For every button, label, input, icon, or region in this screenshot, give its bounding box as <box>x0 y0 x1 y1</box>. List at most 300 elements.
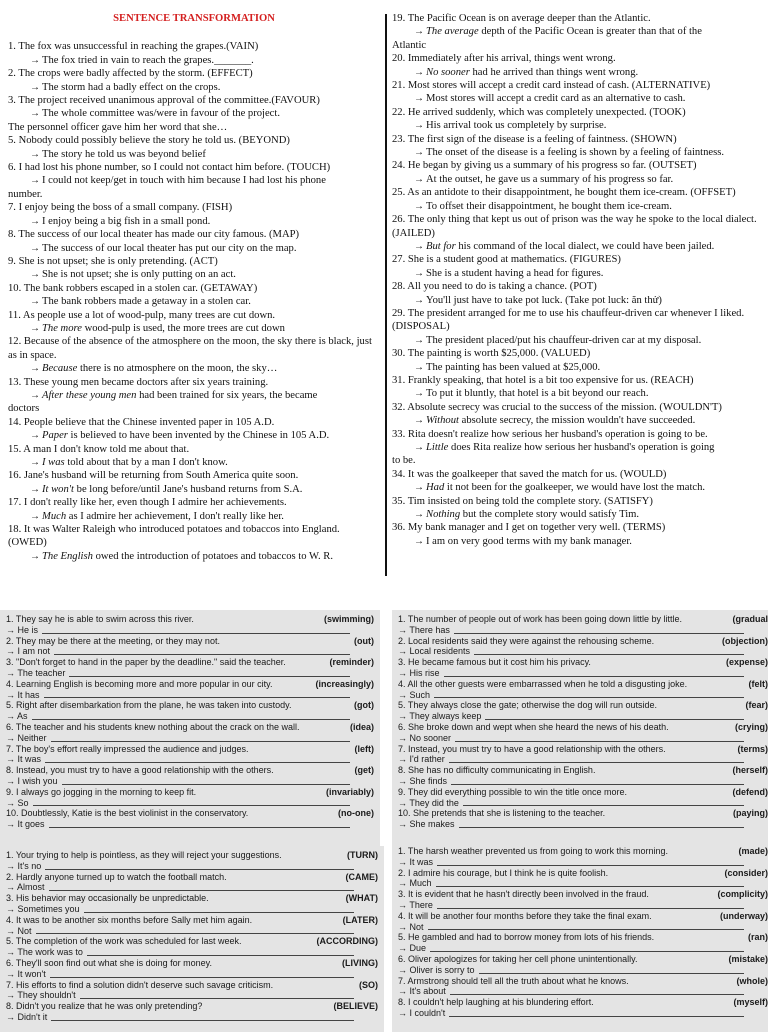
exercise-question <box>398 932 768 943</box>
keyword: (expense) <box>720 657 768 668</box>
arrow-icon: → <box>30 243 40 254</box>
answer-blank[interactable] <box>84 904 354 913</box>
answer-text: but the complete story would satisfy Tim. <box>460 509 639 520</box>
answer-start: → It goes <box>6 819 45 830</box>
answer-blank[interactable] <box>449 754 744 763</box>
answer-blank[interactable] <box>454 625 744 634</box>
answer-blank[interactable] <box>49 882 354 891</box>
question-text: 6. Oliver apologizes for taking her cell phone unintentionally. <box>398 954 637 965</box>
transformation-item <box>8 94 380 121</box>
answer-text: The bank robbers made a getaway in a stolen car. <box>42 296 251 307</box>
question-text: to be. <box>392 454 760 467</box>
question-text: 7. The boy's effort really impressed the audience and judges. <box>6 744 249 755</box>
exercise-question <box>6 936 378 947</box>
answer-prompt <box>6 776 374 787</box>
exercise-question <box>398 911 768 922</box>
transformation-item <box>8 496 380 523</box>
answer-prompt <box>6 969 378 980</box>
answer-blank[interactable] <box>450 986 744 995</box>
answer-text: His arrival took us completely by surprise. <box>426 120 606 131</box>
keyword: (paying) <box>727 808 768 819</box>
answer-start: → It was <box>398 857 433 868</box>
question-text: 18. It was Walter Raleigh who introduced potatoes and tobaccos into England. (OWED) <box>8 523 380 550</box>
answer-text: She is not upset; she is only putting on an act. <box>42 269 236 280</box>
exercise-question <box>6 700 374 711</box>
question-text: 21. Most stores will accept a credit card instead of cash. (ALTERNATIVE) <box>392 79 760 92</box>
answer-blank[interactable] <box>69 668 350 677</box>
answer-italic: The more <box>42 323 82 334</box>
question-text: number. <box>8 188 380 201</box>
answer-line <box>8 362 380 375</box>
answer-prompt <box>398 819 768 830</box>
question-text: 14. People believe that the Chinese invented paper in 105 A.D. <box>8 416 380 429</box>
keyword: (CAME) <box>340 872 379 883</box>
answer-line <box>392 441 760 454</box>
answer-italic: Paper <box>42 430 68 441</box>
question-text: 3. He became famous but it cost him his privacy. <box>398 657 591 668</box>
keyword: (whole) <box>731 976 768 987</box>
exercise-question <box>6 808 374 819</box>
exercise-question <box>6 636 374 647</box>
answer-blank[interactable] <box>485 711 744 720</box>
keyword: (made) <box>732 846 768 857</box>
exercise-question <box>398 868 768 879</box>
answer-text: had been trained for six years, the became <box>136 390 317 401</box>
question-text: 20. Immediately after his arrival, things went wrong. <box>392 52 760 65</box>
transformation-item <box>8 443 380 470</box>
exercise-question <box>398 722 768 733</box>
exercise-question <box>6 850 378 861</box>
keyword: (myself) <box>727 997 768 1008</box>
answer-start: → She finds <box>398 776 447 787</box>
keyword: (idea) <box>344 722 374 733</box>
exercise-question <box>398 997 768 1008</box>
answer-blank[interactable] <box>449 1008 744 1017</box>
exercise-question <box>398 657 768 668</box>
answer-blank[interactable] <box>463 798 744 807</box>
transformation-item <box>8 201 380 228</box>
page-title: SENTENCE TRANSFORMATION <box>8 12 380 25</box>
arrow-icon: → <box>30 175 40 186</box>
answer-italic: It won't <box>42 484 74 495</box>
question-text: 4. It will be another four months before they take the final exam. <box>398 911 652 922</box>
transformation-item <box>392 347 760 374</box>
question-text: 7. His efforts to find a solution didn't deserve such savage criticism. <box>6 980 273 991</box>
arrow-icon: → <box>30 457 40 468</box>
question-text: 3. His behavior may occasionally be unpredictable. <box>6 893 209 904</box>
answer-blank[interactable] <box>50 969 354 978</box>
keyword: (complicity) <box>711 889 768 900</box>
keyword: (terms) <box>731 744 768 755</box>
arrow-icon: → <box>414 67 424 78</box>
keyword: (left) <box>349 744 375 755</box>
answer-start: → They shouldn't <box>6 990 76 1001</box>
answer-blank[interactable] <box>54 646 350 655</box>
answer-start: → Oliver is sorry to <box>398 965 475 976</box>
answer-prompt <box>6 819 374 830</box>
exercise-question <box>6 744 374 755</box>
answer-start: → There has <box>398 625 450 636</box>
worksheet-c <box>0 846 384 1032</box>
answer-line <box>8 174 380 187</box>
arrow-icon: → <box>414 241 424 252</box>
answer-italic: The average <box>426 26 479 37</box>
answer-prompt <box>6 690 374 701</box>
answer-text: there is no atmosphere on the moon, the sky… <box>77 363 277 374</box>
answer-blank[interactable] <box>437 857 744 866</box>
answer-blank[interactable] <box>430 943 744 952</box>
transformation-item <box>8 335 380 375</box>
question-text: 8. Didn't you realize that he was only pretending? <box>6 1001 202 1012</box>
exercise-question <box>6 679 374 690</box>
arrow-icon: → <box>30 323 40 334</box>
answer-line <box>392 240 760 253</box>
answer-start: → Sometimes you <box>6 904 80 915</box>
answer-text: owed the introduction of potatoes and tobaccos to W. R. <box>93 551 333 562</box>
answer-blank[interactable] <box>455 733 744 742</box>
arrow-icon: → <box>30 390 40 401</box>
answer-line <box>8 242 380 255</box>
transformation-item <box>392 307 760 347</box>
answer-blank[interactable] <box>32 711 350 720</box>
answer-start: → So <box>6 798 29 809</box>
arrow-icon: → <box>30 55 40 66</box>
answer-start: → There <box>398 900 433 911</box>
transformation-item <box>8 416 380 443</box>
answer-blank[interactable] <box>434 690 744 699</box>
answer-prompt <box>6 798 374 809</box>
question-text: 2. They may be there at the meeting, or they may not. <box>6 636 220 647</box>
answer-prompt <box>6 711 374 722</box>
answer-line <box>392 294 760 307</box>
answer-start: → No sooner <box>398 733 451 744</box>
question-text: 5. They always close the gate; otherwise the dog will run outside. <box>398 700 657 711</box>
answer-text: is believed to have been invented by the Chinese in 105 A.D. <box>68 430 329 441</box>
answer-italic: After these young men <box>42 390 136 401</box>
question-text: 27. She is a student good at mathematics. (FIGURES) <box>392 253 760 266</box>
transformation-item <box>392 454 760 467</box>
answer-prompt <box>6 926 378 937</box>
question-text: 10. Doubtlessly, Katie is the best violinist in the conservatory. <box>6 808 248 819</box>
transformation-item <box>392 39 760 52</box>
answer-text: At the outset, he gave us a summary of his progress so far. <box>426 174 673 185</box>
answer-italic: Much <box>42 511 66 522</box>
question-text: 4. Learning English is becoming more and more popular in our city. <box>6 679 272 690</box>
answer-prompt <box>398 776 768 787</box>
answer-start: → The work was to <box>6 947 83 958</box>
answer-line <box>392 92 760 105</box>
question-text: 8. Instead, you must try to have a good relationship with the others. <box>6 765 274 776</box>
answer-line <box>392 66 760 79</box>
transformation-item <box>392 280 760 307</box>
exercise-question <box>6 958 378 969</box>
question-text: 33. Rita doesn't realize how serious her husband's operation is going to be. <box>392 428 760 441</box>
answer-start: → I couldn't <box>398 1008 445 1019</box>
transformation-item <box>392 428 760 455</box>
exercise-question <box>6 980 378 991</box>
answer-start: → Local residents <box>398 646 470 657</box>
exercise-question <box>6 1001 378 1012</box>
question-text: 28. All you need to do is taking a chance. (POT) <box>392 280 760 293</box>
answer-italic: No sooner <box>426 67 470 78</box>
answer-line <box>392 267 760 280</box>
answer-text: as I admire her achievement, I don't really like her. <box>66 511 284 522</box>
keyword: (no-one) <box>332 808 374 819</box>
answer-blank[interactable] <box>459 819 744 828</box>
answer-line <box>392 146 760 159</box>
arrow-icon: → <box>414 536 424 547</box>
keyword: (reminder) <box>323 657 374 668</box>
arrow-icon: → <box>30 108 40 119</box>
transformation-item <box>392 213 760 253</box>
exercise-question <box>398 700 768 711</box>
arrow-icon: → <box>414 295 424 306</box>
question-text: doctors <box>8 402 380 415</box>
keyword: (objection) <box>716 636 768 647</box>
answer-line <box>392 414 760 427</box>
answer-prompt <box>398 943 768 954</box>
answer-blank[interactable] <box>44 690 350 699</box>
answer-text: The onset of the disease is a feeling is shown by a feeling of faintness. <box>426 147 724 158</box>
question-text: 2. Hardly anyone turned up to watch the football match. <box>6 872 227 883</box>
answer-blank[interactable] <box>451 776 744 785</box>
question-text: 1. They say he is able to swim across this river. <box>6 614 194 625</box>
answer-prompt <box>398 922 768 933</box>
question-text: 35. Tim insisted on being told the complete story. (SATISFY) <box>392 495 760 508</box>
keyword: (defend) <box>727 787 768 798</box>
answer-prompt <box>398 798 768 809</box>
answer-text: She is a student having a head for figures. <box>426 268 603 279</box>
question-text: 31. Frankly speaking, that hotel is a bit too expensive for us. (REACH) <box>392 374 760 387</box>
keyword: (mistake) <box>722 954 768 965</box>
question-text: 7. Armstrong should tell all the truth about what he knows. <box>398 976 629 987</box>
arrow-icon: → <box>414 268 424 279</box>
answer-blank[interactable] <box>444 668 744 677</box>
answer-blank[interactable] <box>479 965 744 974</box>
answer-line <box>392 200 760 213</box>
answer-prompt <box>6 668 374 679</box>
question-text: 7. Instead, you must try to have a good relationship with the others. <box>398 744 666 755</box>
question-text: 5. Right after disembarkation from the plane, he was taken into custody. <box>6 700 292 711</box>
transformation-item <box>392 79 760 106</box>
answer-line <box>392 535 760 548</box>
answer-text: The whole committee was/were in favour of the project. <box>42 108 280 119</box>
exercise-question <box>6 657 374 668</box>
keyword: (get) <box>349 765 375 776</box>
answer-text: depth of the Pacific Ocean is greater than that of the <box>479 26 702 37</box>
answer-blank[interactable] <box>87 947 354 956</box>
question-text: Atlantic <box>392 39 760 52</box>
answer-blank[interactable] <box>437 900 744 909</box>
answer-prompt <box>398 668 768 679</box>
transformation-item <box>8 376 380 403</box>
answer-blank[interactable] <box>33 798 350 807</box>
keyword: (got) <box>348 700 374 711</box>
answer-blank[interactable] <box>45 754 350 763</box>
exercise-question <box>398 744 768 755</box>
exercise-question <box>6 787 374 798</box>
right-item-list <box>392 12 760 548</box>
worksheet-d <box>392 842 768 1032</box>
question-text: 25. As an antidote to their disappointment, he bought them ice-cream. (OFFSET) <box>392 186 760 199</box>
answer-text: does Rita realize how serious her husband's operation is going <box>448 442 714 453</box>
answer-text: The president placed/put his chauffeur-driven car at my disposal. <box>426 335 701 346</box>
question-text: 5. Nobody could possibly believe the story he told us. (BEYOND) <box>8 134 380 147</box>
arrow-icon: → <box>30 430 40 441</box>
answer-start: → It has <box>6 690 40 701</box>
question-text: 24. He began by giving us a summary of his progress so far. (OUTSET) <box>392 159 760 172</box>
answer-start: → Neither <box>6 733 47 744</box>
answer-start: → It was <box>6 754 41 765</box>
answer-text: To offset their disappointment, he bought them ice-cream. <box>426 201 672 212</box>
keyword: (ACCORDING) <box>311 936 379 947</box>
question-text: 8. I couldn't help laughing at his blundering effort. <box>398 997 594 1008</box>
answer-text: I could not keep/get in touch with him because I had lost his phone <box>42 175 326 186</box>
answer-prompt <box>398 986 768 997</box>
answer-start: → I wish you <box>6 776 58 787</box>
keyword: (TURN) <box>341 850 378 861</box>
keyword: (increasingly) <box>309 679 374 690</box>
transformation-item <box>8 469 380 496</box>
question-text: 30. The painting is worth $25,000. (VALUED) <box>392 347 760 360</box>
answer-prompt <box>398 900 768 911</box>
arrow-icon: → <box>414 362 424 373</box>
question-text: 1. The fox was unsuccessful in reaching the grapes.(VAIN) <box>8 40 380 53</box>
arrow-icon: → <box>30 296 40 307</box>
left-column <box>8 12 380 563</box>
exercise-question <box>398 614 768 625</box>
answer-prompt <box>6 1012 378 1023</box>
keyword: (ran) <box>742 932 768 943</box>
answer-line <box>8 429 380 442</box>
answer-line <box>392 387 760 400</box>
answer-blank[interactable] <box>474 646 744 655</box>
exercise-question <box>6 765 374 776</box>
transformation-item <box>8 161 380 188</box>
transformation-item <box>392 186 760 213</box>
answer-blank[interactable] <box>45 861 354 870</box>
answer-prompt <box>6 754 374 765</box>
answer-prompt <box>398 965 768 976</box>
answer-line <box>8 322 380 335</box>
answer-blank[interactable] <box>436 878 744 887</box>
question-text: 8. The success of our local theater has made our city famous. (MAP) <box>8 228 380 241</box>
arrow-icon: → <box>30 363 40 374</box>
answer-text: it not been for the goalkeeper, we would have lost the match. <box>444 482 705 493</box>
keyword: (BELIEVE) <box>327 1001 378 1012</box>
answer-text: The story he told us was beyond belief <box>42 149 206 160</box>
transformation-item <box>8 40 380 67</box>
question-text: 11. As people use a lot of wood-pulp, many trees are cut down. <box>8 309 380 322</box>
arrow-icon: → <box>414 174 424 185</box>
answer-start: → Such <box>398 690 430 701</box>
keyword: (herself) <box>726 765 768 776</box>
answer-line <box>392 119 760 132</box>
answer-blank[interactable] <box>428 922 744 931</box>
answer-line <box>392 361 760 374</box>
question-text: 8. She has no difficulty communicating in English. <box>398 765 595 776</box>
answer-text: absolute secrecy, the mission wouldn't have succeeded. <box>459 415 695 426</box>
answer-start: → As <box>6 711 28 722</box>
answer-line <box>8 550 380 563</box>
keyword: (LIVING) <box>336 958 378 969</box>
answer-start: → It's about <box>398 986 446 997</box>
arrow-icon: → <box>30 216 40 227</box>
answer-prompt <box>6 904 378 915</box>
exercise-question <box>6 893 378 904</box>
answer-start: → His rise <box>398 668 440 679</box>
question-text: 1. The harsh weather prevented us from going to work this morning. <box>398 846 668 857</box>
question-text: 4. It was to be another six months before Sally met him again. <box>6 915 252 926</box>
answer-blank[interactable] <box>80 990 354 999</box>
question-text: 9. I always go jogging in the morning to keep fit. <box>6 787 196 798</box>
right-column <box>392 12 760 548</box>
answer-text: Most stores will accept a credit card as an alternative to cash. <box>426 93 685 104</box>
question-text: 22. He arrived suddenly, which was completely unexpected. (TOOK) <box>392 106 760 119</box>
keyword: (underway) <box>714 911 768 922</box>
left-item-list <box>8 40 380 563</box>
arrow-icon: → <box>30 82 40 93</box>
answer-start: → She makes <box>398 819 455 830</box>
answer-text: his command of the local dialect, we could have been jailed. <box>456 241 715 252</box>
question-text: 10. She pretends that she is listening to the teacher. <box>398 808 605 819</box>
answer-start: → Not <box>398 922 424 933</box>
answer-line <box>392 173 760 186</box>
answer-blank[interactable] <box>51 733 350 742</box>
answer-start: → They always keep <box>398 711 481 722</box>
answer-text: You'll just have to take pot luck. (Take pot luck: ăn thử) <box>426 295 662 306</box>
transformation-item <box>392 521 760 548</box>
answer-start: → It's no <box>6 861 41 872</box>
exercise-question <box>398 808 768 819</box>
answer-prompt <box>398 733 768 744</box>
keyword: (swimming) <box>318 614 374 625</box>
answer-blank[interactable] <box>51 1012 354 1021</box>
answer-start: → I am not <box>6 646 50 657</box>
answer-prompt <box>398 1008 768 1019</box>
answer-start: → He is <box>6 625 38 636</box>
answer-start: → Due <box>398 943 426 954</box>
arrow-icon: → <box>414 388 424 399</box>
exercise-question <box>398 679 768 690</box>
answer-blank[interactable] <box>62 776 350 785</box>
answer-prompt <box>6 646 374 657</box>
answer-start: → I'd rather <box>398 754 445 765</box>
transformation-item <box>392 106 760 133</box>
question-text: 2. Local residents said they were against the rehousing scheme. <box>398 636 654 647</box>
answer-prompt <box>398 625 768 636</box>
transformation-item <box>8 523 380 563</box>
answer-text: To put it bluntly, that hotel is a bit beyond our reach. <box>426 388 648 399</box>
transformation-item <box>392 495 760 522</box>
arrow-icon: → <box>414 93 424 104</box>
answer-blank[interactable] <box>36 926 354 935</box>
question-text: 13. These young men became doctors after six years training. <box>8 376 380 389</box>
answer-blank[interactable] <box>49 819 350 828</box>
answer-line <box>8 107 380 120</box>
answer-line <box>8 54 380 67</box>
question-text: 29. The president arranged for me to use his chauffeur-driven car whenever I liked. (DISPOSAL) <box>392 307 760 334</box>
answer-italic: Because <box>42 363 77 374</box>
answer-prompt <box>398 711 768 722</box>
transformation-item <box>8 134 380 161</box>
exercise-question <box>398 954 768 965</box>
answer-blank[interactable] <box>42 625 350 634</box>
transformation-item <box>8 188 380 201</box>
question-text: 19. The Pacific Ocean is on average deeper than the Atlantic. <box>392 12 760 25</box>
arrow-icon: → <box>414 442 424 453</box>
answer-line <box>392 481 760 494</box>
